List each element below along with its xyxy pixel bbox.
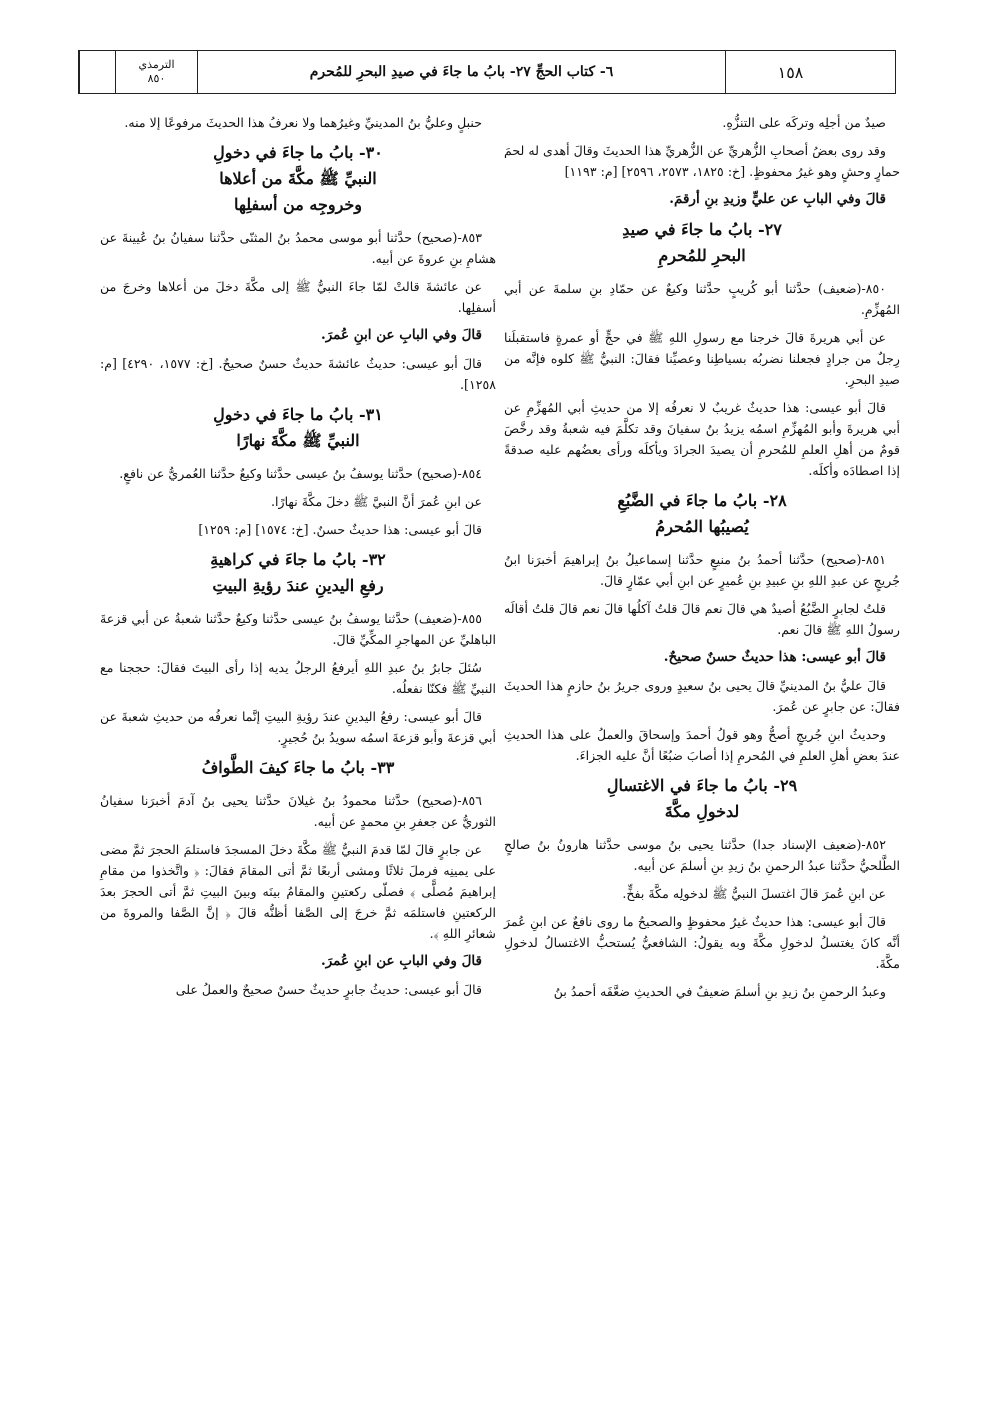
paragraph: قالَ أبو عيسى: هذا حديثٌ حسنٌ. [خ: ١٥٧٤] [م: ١٢٥٩] <box>198 522 482 537</box>
hadith-855: ٨٥٥-(ضعيف) حدَّثنا يوسفُ بنُ عيسى حدَّثنا وكيعٌ حدَّثنا شعبةُ عن أبي قزعةَ الباهليِّ عن المهاجرِ المكِّيِّ قالَ. <box>100 611 496 647</box>
chapter-heading-29 <box>504 773 900 825</box>
heading-line: البحرِ للمُحرمِ <box>658 246 746 265</box>
left-column <box>100 112 496 1007</box>
collection-name: الترمذي <box>138 58 175 71</box>
paragraph: عن أبي هريرةَ قالَ خرجنا مع رسولِ اللهِ ﷺ في حجٍّ أو عمرةٍ فاستقبلَنا رِجلٌ من جرادٍ فجعلنا نضربُه بسياطِنا وعصيِّنا فقالَ: النبيُّ ﷺ كلوه فإنَّه من صيدِ البحرِ. <box>504 330 900 387</box>
paragraph: سُئلَ جابرُ بنُ عبدِ اللهِ أيرفعُ الرجلُ يديه إذا رأى البيتَ فقالَ: حججنا مع النبيِّ ﷺ فكنّا نفعلُه. <box>100 660 496 696</box>
heading-line: ٢٨- بابُ ما جاءَ في الضَّبُعِ <box>617 491 787 510</box>
paragraph: قالَ وفي البابِ عن ابنِ عُمرَ. <box>321 953 482 969</box>
hadith-851: ٨٥١-(صحيح) حدَّثنا أحمدُ بنُ منيعٍ حدَّثنا إسماعيلُ بنُ إبراهيمَ أخبرَنا ابنُ جُريجٍ عن عبدِ اللهِ بنِ عبيدِ بنِ عُميرٍ عن ابنِ أبي عمّارٍ قالَ. <box>504 552 900 588</box>
paragraph: وقد روى بعضُ أصحابِ الزُّهريِّ عن الزُّهريِّ هذا الحديثَ وقالَ أهدى له لحمَ حمارٍ وحشٍ وهو غيرُ محفوظٍ. [خ: ١٨٢٥، ٢٥٧٣، ٢٥٩٦] [م: ١١٩٣] <box>504 143 900 179</box>
heading-line: النبيِّ ﷺ مكَّةَ من أعلاها <box>219 169 377 188</box>
paragraph: قالَ أبو عيسى: حديثُ عائشةَ حديثٌ حسنٌ صحيحٌ. [خ: ١٥٧٧، ٤٢٩٠] [م: ١٢٥٨]. <box>100 356 496 392</box>
paragraph: صيدٌ من أجلِه وتركَه على التنزُّهِ. <box>722 115 886 130</box>
paragraph: قالَ وفي البابِ عن ابنِ عُمرَ. <box>321 327 482 343</box>
heading-line: ٣٣- بابُ ما جاءَ كيفَ الطَّوافُ <box>201 758 395 777</box>
paragraph: وحديثُ ابنِ جُريجٍ أصحُّ وهو قولُ أحمدَ وإسحاقَ والعملُ على هذا الحديثِ عندَ بعضِ أهلِ العلمِ في المُحرمِ إذا أصابَ ضبُعًا أنَّ عليه الجزاءَ. <box>504 727 900 763</box>
header-left-cell <box>855 51 895 93</box>
paragraph: عن عائشةَ قالتْ لمّا جاءَ النبيُّ ﷺ إلى مكَّةَ دخلَ من أعلاها وخرجَ من أسفلِها. <box>100 279 496 315</box>
heading-line: ٢٩- بابُ ما جاءَ في الاغتسالِ <box>606 776 798 795</box>
hadith-853: ٨٥٣-(صحيح) حدَّثنا أبو موسى محمدُ بنُ المثنّى حدَّثنا سفيانُ بنُ عُيينةَ عن هشامِ بنِ عروةَ عن أبيه. <box>100 230 496 266</box>
hadith-854: ٨٥٤-(صحيح) حدَّثنا يوسفُ بنُ عيسى حدَّثنا وكيعٌ حدَّثنا العُمريُّ عن نافعٍ. <box>119 466 482 481</box>
heading-line: وخروجِه من أسفلِها <box>233 195 363 214</box>
heading-line: النبيِّ ﷺ مكَّةَ نهارًا <box>236 431 360 450</box>
header-collection-cell <box>115 51 197 93</box>
heading-line: يُصيبُها المُحرمُ <box>655 517 749 536</box>
hadith-range: ٨٥٠ <box>147 72 166 85</box>
header-right-cell <box>79 51 115 93</box>
chapter-heading-33 <box>100 755 496 781</box>
right-column <box>504 112 900 1009</box>
hadith-850: ٨٥٠-(ضعيف) حدَّثنا أبو كُريبٍ حدَّثنا وكيعٌ عن حمّادِ بنِ سلمةَ عن أبي المُهزِّمِ. <box>504 281 900 317</box>
paragraph: قالَ وفي البابِ عن عليٍّ وزيدِ بنِ أرقمَ. <box>669 191 886 207</box>
page-number: ١٥٨ <box>725 51 855 93</box>
heading-line: ٣١- بابُ ما جاءَ في دخولِ <box>213 405 383 424</box>
paragraph: قلتُ لجابرٍ الضَّبُعُ أصيدٌ هي قالَ نعم قالَ قلتُ آكلُها قالَ نعم قالَ قلتُ أقالَه رسولُ اللهِ ﷺ قالَ نعم. <box>504 601 900 637</box>
chapter-heading-31 <box>100 402 496 454</box>
paragraph: قالَ أبو عيسى: رفعُ اليدينِ عندَ رؤيةِ البيتِ إنَّما نعرفُه من حديثِ شعبةَ عن أبي قزعةَ وأبو قزعةَ اسمُه سويدُ بنُ حُجيرٍ. <box>100 709 496 745</box>
paragraph: قالَ أبو عيسى: هذا حديثٌ غريبٌ لا نعرفُه إلا من حديثِ أبي المُهزِّمِ عن أبي هريرةَ وأبو المُهزِّمِ اسمُه يزيدُ بنُ سفيانَ وقد تكلَّمَ فيه شعبةُ وقد رخَّصَ قومٌ من أهلِ العلمِ للمُحرمِ أن يصيدَ الجرادَ ويأكلَه ورأى بعضُهم عليه صدقةً إذا اصطادَه وأكلَه. <box>504 400 900 478</box>
paragraph: عن جابرٍ قالَ لمّا قدمَ النبيُّ ﷺ مكَّةَ دخلَ المسجدَ فاستلمَ الحجرَ ثمَّ مضى على يمينِه فرملَ ثلاثًا ومشى أربعًا ثمَّ أتى المقامَ فقالَ: ﴿ واتَّخذوا من مقامِ إبراهيمَ مُصلًّى ﴾ فصلّى ركعتينِ والمقامُ بينَه وبينَ البيتِ ثمَّ أتى الحجرَ بعدَ الركعتينِ فاستلمَه ثمَّ خرجَ إلى الصَّفا أظنُّه قالَ ﴿ إنَّ الصَّفا والمروةَ من شعائرِ اللهِ ﴾. <box>100 842 496 941</box>
heading-line: رفعِ اليدينِ عندَ رؤيةِ البيتِ <box>212 576 384 595</box>
chapter-heading-32 <box>100 547 496 599</box>
paragraph: عن ابنِ عُمرَ قالَ اغتسلَ النبيُّ ﷺ لدخولِه مكَّةَ بفخٍّ. <box>622 886 886 901</box>
paragraph: قالَ أبو عيسى: هذا حديثٌ غيرُ محفوظٍ والصحيحُ ما روى نافعٌ عن ابنِ عُمرَ أنَّه كانَ يغتسلُ لدخولِ مكَّةَ وبه يقولُ: الشافعيُّ يُستحبُّ الاغتسالُ لدخولِ مكَّةَ. <box>504 914 900 971</box>
chapter-heading-27 <box>504 217 900 269</box>
page-header <box>78 50 896 94</box>
heading-line: لدخولِ مكَّةَ <box>664 802 740 821</box>
paragraph: قالَ عليُّ بنُ المدينيِّ قالَ يحيى بنُ سعيدٍ وروى جريرُ بنُ حازمٍ هذا الحديثَ فقالَ: عن جابرٍ عن عُمرَ. <box>504 678 900 714</box>
paragraph: حنبلٍ وعليُّ بنُ المدينيِّ وغيرُهما ولا نعرفُ هذا الحديثَ مرفوعًا إلا منه. <box>124 115 482 130</box>
hadith-856: ٨٥٦-(صحيح) حدَّثنا محمودُ بنُ غيلانَ حدَّثنا يحيى بنُ آدمَ أخبرَنا سفيانُ الثوريُّ عن جعفرِ بنِ محمدٍ عن أبيه. <box>100 793 496 829</box>
heading-line: ٣٠- بابُ ما جاءَ في دخولِ <box>213 143 383 162</box>
hadith-852: ٨٥٢-(ضعيف الإسناد جدا) حدَّثنا يحيى بنُ موسى حدَّثنا هارونُ بنُ صالحٍ الطَّلحيُّ حدَّثنا عبدُ الرحمنِ بنُ زيدِ بنِ أسلمَ عن أبيه. <box>504 837 900 873</box>
paragraph: قالَ أبو عيسى: هذا حديثٌ حسنٌ صحيحٌ. <box>663 649 886 665</box>
chapter-heading-30 <box>100 140 496 218</box>
chapter-heading-28 <box>504 488 900 540</box>
running-title: ٦- كتاب الحجِّ ٢٧- بابُ ما جاءَ في صيدِ البحرِ للمُحرم <box>197 51 725 93</box>
heading-line: ٣٢- بابُ ما جاءَ في كراهيةِ <box>210 550 386 569</box>
paragraph: وعبدُ الرحمنِ بنُ زيدِ بنِ أسلمَ ضعيفٌ في الحديثِ ضعَّفَه أحمدُ بنُ <box>553 984 886 999</box>
paragraph: عن ابنِ عُمرَ أنَّ النبيَّ ﷺ دخلَ مكَّةَ نهارًا. <box>271 494 482 509</box>
heading-line: ٢٧- بابُ ما جاءَ في صيدِ <box>622 220 782 239</box>
paragraph: قالَ أبو عيسى: حديثُ جابرٍ حديثٌ حسنٌ صحيحٌ والعملُ على <box>175 982 482 997</box>
